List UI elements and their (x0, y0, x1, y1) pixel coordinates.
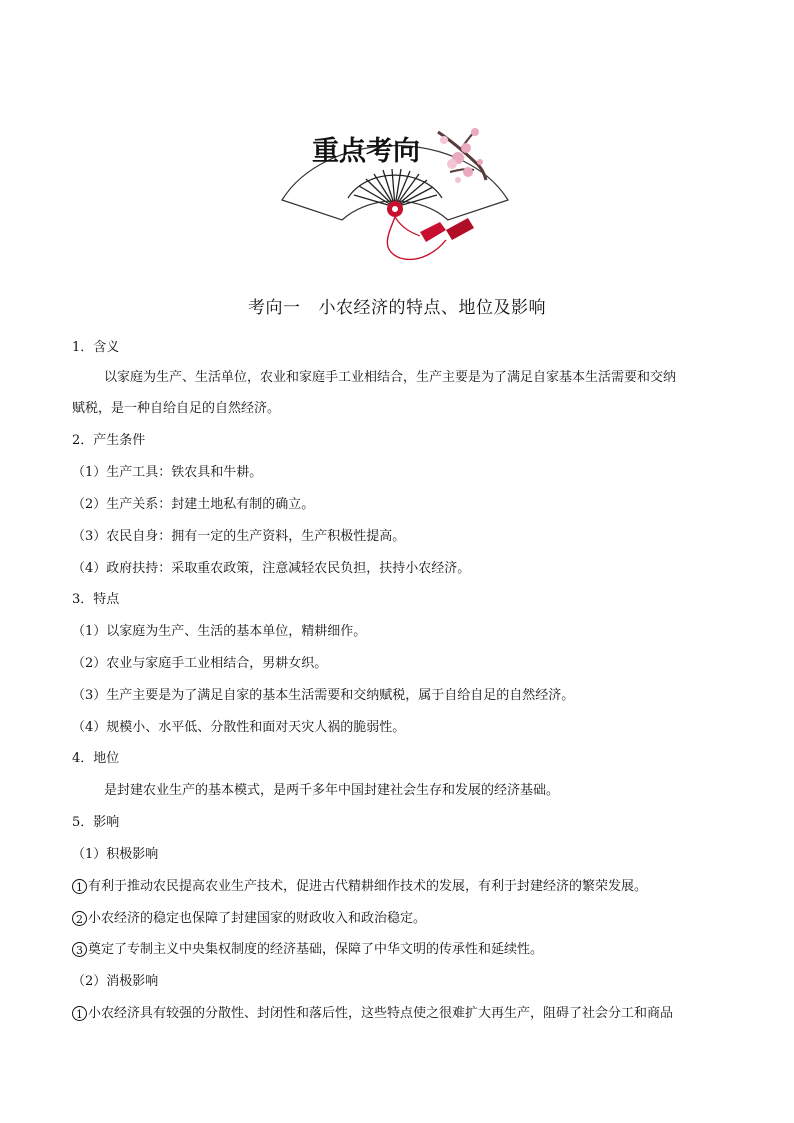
positive-item-text: 小农经济的稳定也保障了封建国家的财政收入和政治稳定。 (88, 911, 427, 926)
fan-banner (270, 100, 520, 275)
feature-item-3: （3）生产主要是为了满足自家的基本生活需要和交纳赋税，属于自给自足的自然经济。 (72, 688, 575, 703)
tassel-1 (420, 222, 446, 242)
title-part2: 小农经济的特点、地位及影响 (318, 298, 546, 318)
fan-illustration (270, 100, 520, 275)
negative-subheading: （2）消极影响 (72, 974, 159, 989)
feature-item-4: （4）规模小、水平低、分散性和面对天灾人祸的脆弱性。 (72, 720, 406, 735)
circled-number: 1 (72, 879, 87, 894)
positive-item-3 (72, 941, 543, 959)
condition-item-1: （1）生产工具：铁农具和牛耕。 (72, 465, 263, 480)
circled-number: 2 (72, 911, 87, 926)
banner-text: 重点考向 (312, 136, 420, 167)
condition-item-2: （2）生产关系：封建土地私有制的确立。 (72, 497, 315, 512)
heading-features: 3．特点 (72, 592, 120, 607)
status-paragraph: 是封建农业生产的基本模式，是两千多年中国封建社会生存和发展的经济基础。 (104, 783, 560, 798)
positive-subheading: （1）积极影响 (72, 847, 159, 862)
title-part1: 考向一 (248, 298, 301, 318)
positive-item-text: 奠定了专制主义中央集权制度的经济基础，保障了中华文明的传承性和延续性。 (88, 942, 544, 957)
positive-item-2 (72, 910, 426, 928)
meaning-paragraph-line1: 以家庭为生产、生活单位，农业和家庭手工业相结合，生产主要是为了满足自家基本生活需要和交纳 (104, 370, 677, 385)
negative-item-text: 小农经济具有较强的分散性、封闭性和落后性，这些特点使之很难扩大再生产，阻碍了社会分工和商品 (88, 1006, 674, 1021)
section-title (0, 293, 794, 318)
tassel-2 (446, 218, 474, 240)
heading-influence: 5．影响 (72, 815, 120, 830)
heading-conditions: 2．产生条件 (72, 433, 146, 448)
positive-item-text: 有利于推动农民提高农业生产技术，促进古代精耕细作技术的发展，有利于封建经济的繁荣发展。 (88, 879, 648, 894)
meaning-paragraph-line2: 赋税，是一种自给自足的自然经济。 (72, 401, 281, 416)
tassel-cord (387, 217, 446, 259)
feature-item-2: （2）农业与家庭手工业相结合，男耕女织。 (72, 656, 328, 671)
heading-meaning: 1．含义 (72, 340, 120, 355)
negative-item-1 (72, 1005, 673, 1023)
circled-number: 1 (72, 1006, 87, 1021)
heading-status: 4．地位 (72, 751, 120, 766)
condition-item-3: （3）农民自身：拥有一定的生产资料，生产积极性提高。 (72, 529, 406, 544)
positive-item-1 (72, 878, 647, 896)
circled-number: 3 (72, 942, 87, 957)
feature-item-1: （1）以家庭为生产、生活的基本单位，精耕细作。 (72, 624, 367, 639)
condition-item-4: （4）政府扶持：采取重农政策，注意减轻农民负担，扶持小农经济。 (72, 561, 471, 576)
